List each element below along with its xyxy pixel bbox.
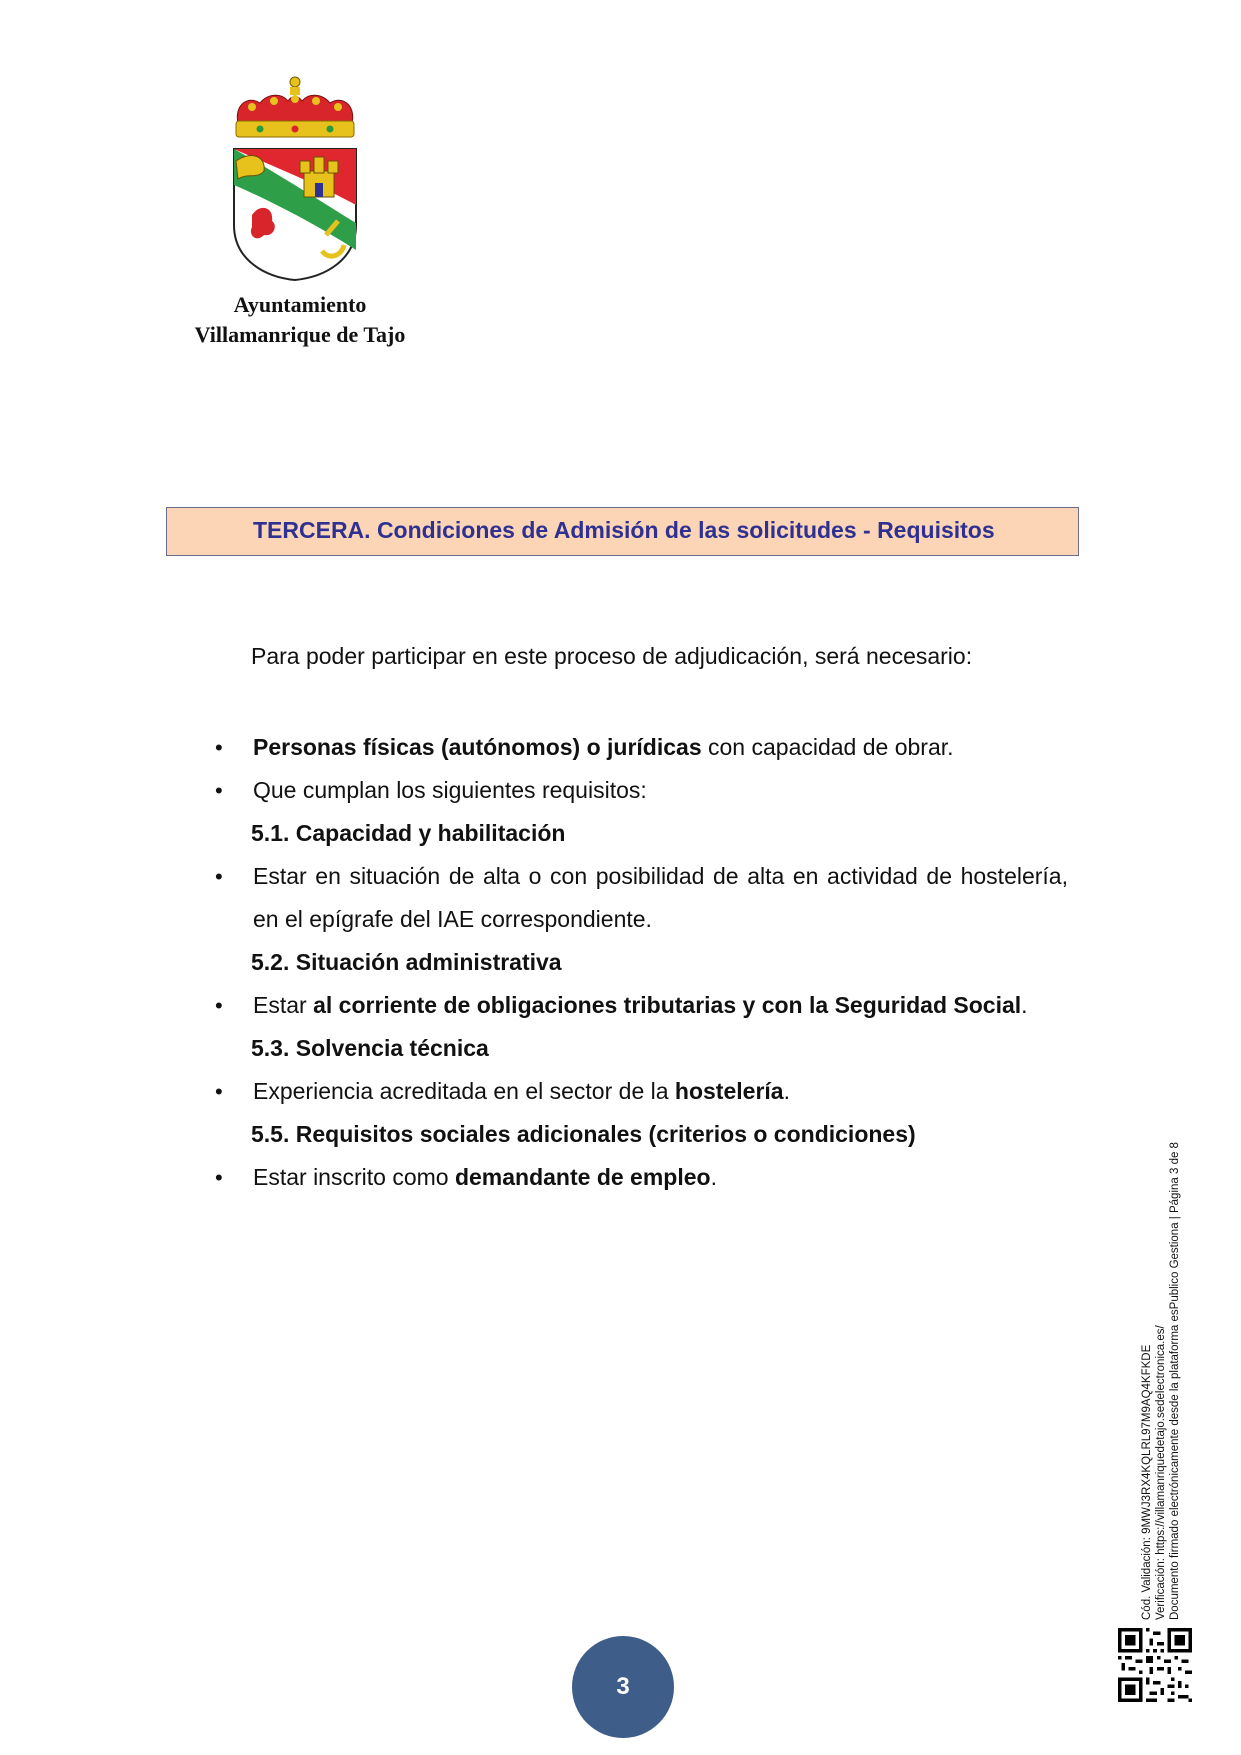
bullet-icon: •: [215, 993, 223, 1018]
list-item: [215, 855, 1068, 941]
bullet-icon: •: [215, 778, 223, 803]
bullet-text: .: [710, 1164, 717, 1190]
coat-of-arms-logo: [230, 75, 360, 285]
bullet-text: Estar en situación de alta o con posibilidad de alta en actividad de hostelería, en el epígrafe del IAE correspondiente.: [253, 863, 1068, 932]
qr-code: [1118, 1628, 1192, 1702]
bullet-bold-text: demandante de empleo: [454, 1164, 711, 1190]
list-item: [215, 726, 1068, 769]
signature-note: Documento firmado electrónicamente desde la plataforma esPublico Gestiona | Página 3 de 8: [1169, 1142, 1181, 1620]
bullet-bold-text: al corriente de obligaciones tributarias y con la Seguridad Social: [313, 992, 1022, 1018]
section-title: TERCERA. Condiciones de Admisión de las solicitudes - Requisitos: [253, 517, 995, 543]
bullet-text: Experiencia acreditada en el sector de la: [253, 1078, 675, 1104]
section-header-box: [166, 507, 1079, 556]
bullet-bold-text: Personas físicas (autónomos) o jurídicas: [253, 734, 702, 760]
org-line-2: Villamanrique de Tajo: [194, 322, 406, 347]
bullet-bold-text: hostelería: [674, 1078, 784, 1104]
subheading-5-1: 5.1. Capacidad y habilitación: [251, 820, 566, 846]
intro-paragraph: Para poder participar en este proceso de adjudicación, será necesario:: [251, 643, 973, 669]
subheading-5-2: 5.2. Situación administrativa: [251, 949, 562, 975]
org-line-1: Ayuntamiento: [233, 292, 367, 317]
organization-name: [150, 290, 450, 350]
page-number: 3: [616, 1673, 630, 1700]
list-item: [215, 1156, 1068, 1199]
subheading-5-3: 5.3. Solvencia técnica: [251, 1035, 489, 1061]
bullet-text: .: [1021, 992, 1028, 1018]
subheading-5-5: 5.5. Requisitos sociales adicionales (criterios o condiciones): [251, 1121, 916, 1147]
list-item: [215, 984, 1068, 1027]
bullet-text: Estar inscrito como: [253, 1164, 455, 1190]
bullet-text: Que cumplan los siguientes requisitos:: [253, 777, 647, 803]
list-item: [215, 769, 1068, 812]
bullet-text: Estar: [253, 992, 314, 1018]
validation-code: Cód. Validación: 9MWJ3RX4KQLRL97M9AQ4KFKDE: [1141, 1344, 1153, 1620]
bullet-text: con capacidad de obrar.: [701, 734, 954, 760]
verification-url[interactable]: Verificación: https://villamanriquedetajo.sedelectronica.es/: [1155, 1325, 1167, 1620]
requirements-list: [215, 726, 1068, 1199]
bullet-icon: •: [215, 1079, 223, 1104]
bullet-icon: •: [215, 864, 223, 889]
bullet-text: .: [783, 1078, 790, 1104]
bullet-icon: •: [215, 735, 223, 760]
bullet-icon: •: [215, 1165, 223, 1190]
verification-sidebar: [1140, 1142, 1182, 1620]
page-number-badge: [572, 1636, 674, 1738]
list-item: [215, 1070, 1068, 1113]
